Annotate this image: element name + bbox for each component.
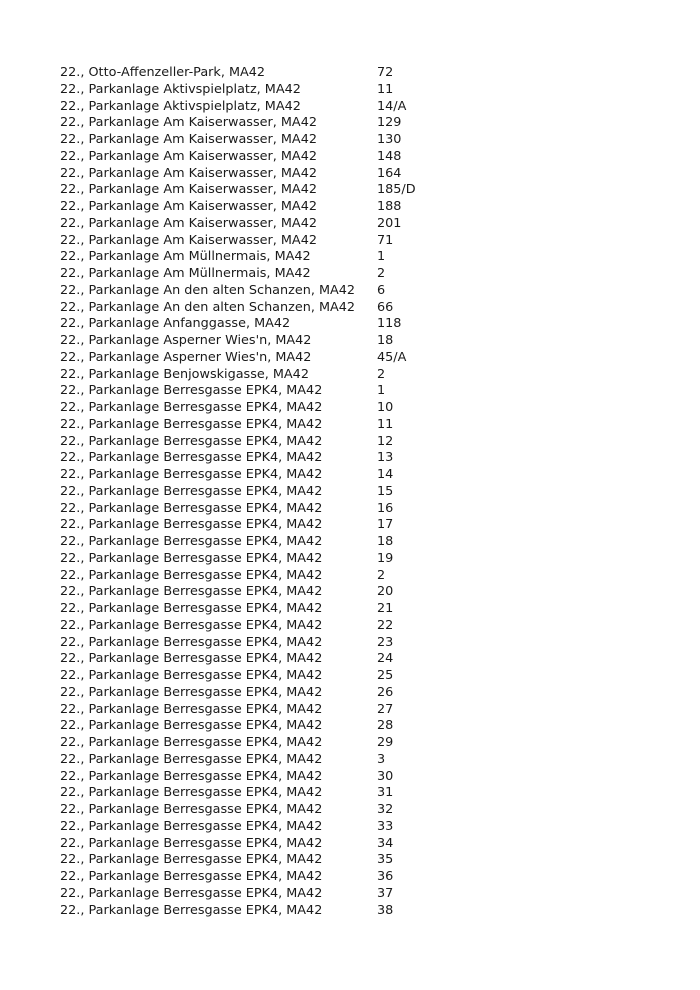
location-number: 1 xyxy=(377,383,386,399)
location-name: 22., Parkanlage Berresgasse EPK4, MA42 xyxy=(60,567,323,583)
location-number: 129 xyxy=(377,115,402,131)
list-item xyxy=(60,584,660,601)
location-name: 22., Parkanlage Am Müllnermais, MA42 xyxy=(60,249,311,265)
location-number: 118 xyxy=(377,316,402,332)
location-number: 2 xyxy=(377,567,386,583)
location-name: 22., Parkanlage Berresgasse EPK4, MA42 xyxy=(60,550,323,566)
location-number: 2 xyxy=(377,366,386,382)
location-name: 22., Parkanlage Berresgasse EPK4, MA42 xyxy=(60,483,323,499)
location-number: 34 xyxy=(377,835,394,851)
location-number: 27 xyxy=(377,701,394,717)
location-name: 22., Parkanlage Berresgasse EPK4, MA42 xyxy=(60,718,323,734)
location-number: 17 xyxy=(377,517,394,533)
list-item xyxy=(60,534,660,551)
location-number: 66 xyxy=(377,299,394,315)
location-name: 22., Parkanlage Asperner Wies'n, MA42 xyxy=(60,333,312,348)
location-name: 22., Parkanlage Berresgasse EPK4, MA42 xyxy=(60,400,323,415)
location-number: 14/A xyxy=(377,98,407,114)
location-number: 164 xyxy=(377,165,402,181)
location-name: 22., Parkanlage Am Kaiserwasser, MA42 xyxy=(60,182,317,198)
location-number: 185/D xyxy=(377,182,416,198)
list-item xyxy=(60,618,660,635)
location-name: 22., Parkanlage Berresgasse EPK4, MA42 xyxy=(60,584,323,600)
list-item xyxy=(60,266,660,283)
location-name: 22., Parkanlage Berresgasse EPK4, MA42 xyxy=(60,601,323,616)
location-number: 148 xyxy=(377,148,402,164)
location-number: 38 xyxy=(377,902,394,918)
location-name: 22., Parkanlage An den alten Schanzen, MA42 xyxy=(60,299,356,315)
location-number: 201 xyxy=(377,215,402,231)
location-number: 13 xyxy=(377,450,394,466)
list-item xyxy=(60,99,660,116)
location-number: 36 xyxy=(377,869,394,884)
location-name: 22., Parkanlage Berresgasse EPK4, MA42 xyxy=(60,869,323,884)
location-number: 14 xyxy=(377,467,394,482)
list-item xyxy=(60,819,660,836)
list-item xyxy=(60,635,660,652)
list-item xyxy=(60,417,660,434)
list-item xyxy=(60,752,660,769)
list-item xyxy=(60,82,660,99)
list-item xyxy=(60,149,660,166)
location-name: 22., Parkanlage Am Kaiserwasser, MA42 xyxy=(60,199,317,214)
location-name: 22., Parkanlage Berresgasse EPK4, MA42 xyxy=(60,701,323,717)
location-number: 6 xyxy=(377,282,386,298)
location-number: 16 xyxy=(377,500,394,516)
location-name: 22., Parkanlage Berresgasse EPK4, MA42 xyxy=(60,684,323,700)
list-item xyxy=(60,450,660,467)
list-item xyxy=(60,467,660,484)
list-item xyxy=(60,568,660,585)
location-number: 2 xyxy=(377,266,386,281)
location-number: 30 xyxy=(377,768,394,784)
list-item xyxy=(60,434,660,451)
list-item xyxy=(60,886,660,903)
list-item xyxy=(60,216,660,233)
list-item xyxy=(60,517,660,534)
list-item xyxy=(60,249,660,266)
location-name: 22., Parkanlage Berresgasse EPK4, MA42 xyxy=(60,835,323,851)
location-name: 22., Parkanlage Berresgasse EPK4, MA42 xyxy=(60,383,323,399)
list-item xyxy=(60,735,660,752)
list-item xyxy=(60,233,660,250)
location-number: 11 xyxy=(377,416,394,432)
location-name: 22., Parkanlage Berresgasse EPK4, MA42 xyxy=(60,785,323,801)
list-item xyxy=(60,718,660,735)
location-name: 22., Otto-Affenzeller-Park, MA42 xyxy=(60,65,266,80)
location-number: 11 xyxy=(377,81,394,97)
list-item xyxy=(60,115,660,132)
list-item xyxy=(60,869,660,886)
location-name: 22., Parkanlage Am Kaiserwasser, MA42 xyxy=(60,132,317,147)
location-name: 22., Parkanlage Berresgasse EPK4, MA42 xyxy=(60,651,323,667)
location-number: 35 xyxy=(377,852,394,868)
location-number: 21 xyxy=(377,601,394,616)
location-name: 22., Parkanlage Berresgasse EPK4, MA42 xyxy=(60,534,323,549)
list-item xyxy=(60,283,660,300)
location-number: 24 xyxy=(377,651,394,667)
list-item xyxy=(60,383,660,400)
list-item xyxy=(60,132,660,149)
list-item xyxy=(60,836,660,853)
location-number: 19 xyxy=(377,550,394,566)
park-address-list xyxy=(60,65,660,919)
location-number: 15 xyxy=(377,483,394,499)
list-item xyxy=(60,400,660,417)
location-number: 22 xyxy=(377,617,394,633)
location-name: 22., Parkanlage Aktivspielplatz, MA42 xyxy=(60,81,301,97)
list-item xyxy=(60,785,660,802)
location-name: 22., Parkanlage Berresgasse EPK4, MA42 xyxy=(60,617,323,633)
location-number: 18 xyxy=(377,333,394,348)
location-number: 26 xyxy=(377,684,394,700)
location-number: 37 xyxy=(377,885,394,901)
list-item xyxy=(60,601,660,618)
list-item xyxy=(60,852,660,869)
location-number: 23 xyxy=(377,634,394,650)
location-number: 29 xyxy=(377,735,394,750)
list-item xyxy=(60,685,660,702)
list-item xyxy=(60,316,660,333)
list-item xyxy=(60,702,660,719)
list-item xyxy=(60,651,660,668)
location-name: 22., Parkanlage Anfanggasse, MA42 xyxy=(60,316,291,332)
location-name: 22., Parkanlage Berresgasse EPK4, MA42 xyxy=(60,885,323,901)
list-item xyxy=(60,166,660,183)
location-number: 72 xyxy=(377,65,394,80)
location-number: 28 xyxy=(377,718,394,734)
location-name: 22., Parkanlage Berresgasse EPK4, MA42 xyxy=(60,751,323,767)
list-item xyxy=(60,199,660,216)
location-name: 22., Parkanlage Am Kaiserwasser, MA42 xyxy=(60,115,317,131)
location-name: 22., Parkanlage Am Kaiserwasser, MA42 xyxy=(60,165,317,181)
location-name: 22., Parkanlage Am Kaiserwasser, MA42 xyxy=(60,232,317,248)
location-number: 1 xyxy=(377,249,386,265)
location-name: 22., Parkanlage Aktivspielplatz, MA42 xyxy=(60,98,301,114)
list-item xyxy=(60,668,660,685)
list-item xyxy=(60,333,660,350)
location-name: 22., Parkanlage Berresgasse EPK4, MA42 xyxy=(60,668,323,683)
location-number: 18 xyxy=(377,534,394,549)
location-number: 33 xyxy=(377,818,394,834)
location-number: 12 xyxy=(377,433,394,449)
location-number: 32 xyxy=(377,802,394,817)
list-item xyxy=(60,65,660,82)
list-item xyxy=(60,769,660,786)
location-name: 22., Parkanlage Berresgasse EPK4, MA42 xyxy=(60,902,323,918)
list-item xyxy=(60,350,660,367)
location-name: 22., Parkanlage Berresgasse EPK4, MA42 xyxy=(60,852,323,868)
location-number: 20 xyxy=(377,584,394,600)
location-name: 22., Parkanlage Berresgasse EPK4, MA42 xyxy=(60,802,323,817)
location-name: 22., Parkanlage Berresgasse EPK4, MA42 xyxy=(60,517,323,533)
location-name: 22., Parkanlage Berresgasse EPK4, MA42 xyxy=(60,433,323,449)
location-number: 31 xyxy=(377,785,394,801)
location-number: 45/A xyxy=(377,349,407,365)
location-name: 22., Parkanlage Berresgasse EPK4, MA42 xyxy=(60,467,323,482)
list-item xyxy=(60,367,660,384)
location-name: 22., Parkanlage Berresgasse EPK4, MA42 xyxy=(60,500,323,516)
location-number: 3 xyxy=(377,751,386,767)
location-name: 22., Parkanlage Asperner Wies'n, MA42 xyxy=(60,349,312,365)
location-name: 22., Parkanlage Berresgasse EPK4, MA42 xyxy=(60,735,323,750)
location-name: 22., Parkanlage Am Kaiserwasser, MA42 xyxy=(60,215,317,231)
location-name: 22., Parkanlage Berresgasse EPK4, MA42 xyxy=(60,634,323,650)
location-number: 25 xyxy=(377,668,394,683)
list-item xyxy=(60,551,660,568)
location-name: 22., Parkanlage Am Kaiserwasser, MA42 xyxy=(60,148,317,164)
list-item xyxy=(60,300,660,317)
location-name: 22., Parkanlage Berresgasse EPK4, MA42 xyxy=(60,450,323,466)
list-item xyxy=(60,182,660,199)
list-item xyxy=(60,802,660,819)
location-name: 22., Parkanlage Berresgasse EPK4, MA42 xyxy=(60,416,323,432)
list-item xyxy=(60,903,660,920)
list-item xyxy=(60,484,660,501)
location-name: 22., Parkanlage Am Müllnermais, MA42 xyxy=(60,266,311,281)
list-item xyxy=(60,501,660,518)
location-number: 10 xyxy=(377,400,394,415)
location-number: 71 xyxy=(377,232,394,248)
location-number: 130 xyxy=(377,132,402,147)
location-name: 22., Parkanlage Berresgasse EPK4, MA42 xyxy=(60,818,323,834)
location-name: 22., Parkanlage Berresgasse EPK4, MA42 xyxy=(60,768,323,784)
location-name: 22., Parkanlage Benjowskigasse, MA42 xyxy=(60,366,309,382)
location-name: 22., Parkanlage An den alten Schanzen, MA42 xyxy=(60,282,356,298)
location-number: 188 xyxy=(377,199,402,214)
